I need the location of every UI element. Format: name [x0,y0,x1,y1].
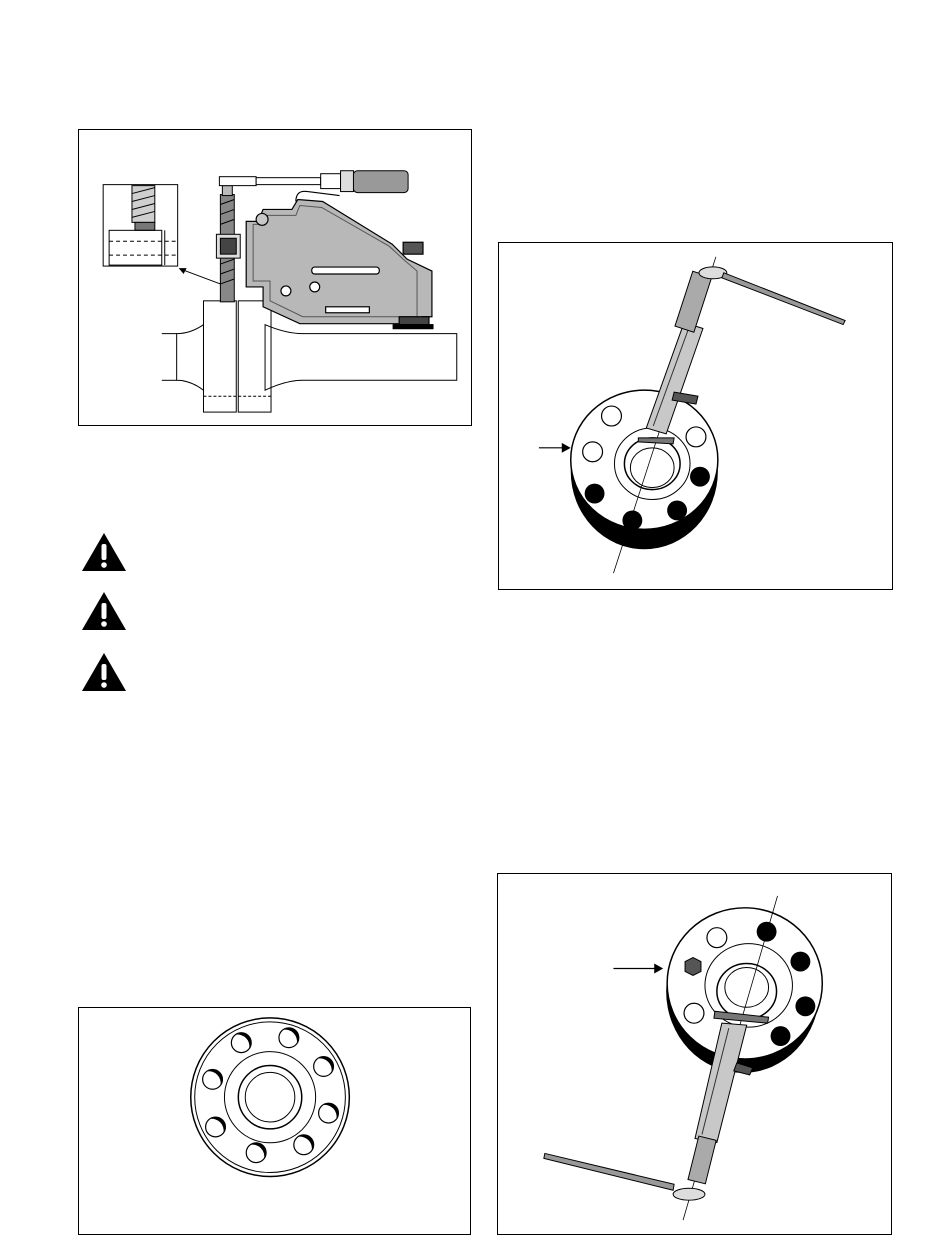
flange [666,908,822,1073]
facer-tool [638,267,845,444]
facer-tool [544,1011,769,1200]
figure-facer-bottom-mounted [497,873,892,1235]
warning-triangle-icon [81,591,127,631]
warning-triangle-icon [81,532,127,572]
flange [571,390,718,549]
figure-flange-facer-side-view [78,129,472,426]
flange-front-view-illustration [79,1008,470,1234]
facer-mounted-on-flange-top-illustration [499,243,892,589]
detail-inset [103,185,177,266]
warning-triangle-icon [81,652,127,692]
pointer-arrow [539,443,571,453]
figure-flange-front-view [78,1007,471,1235]
pointer-arrow [613,964,663,974]
facer-body [246,191,433,328]
flange-facer-on-pipe-illustration [79,130,471,425]
figure-facer-top-mounted [498,242,893,590]
facer-mounted-on-flange-bottom-illustration [498,874,891,1234]
